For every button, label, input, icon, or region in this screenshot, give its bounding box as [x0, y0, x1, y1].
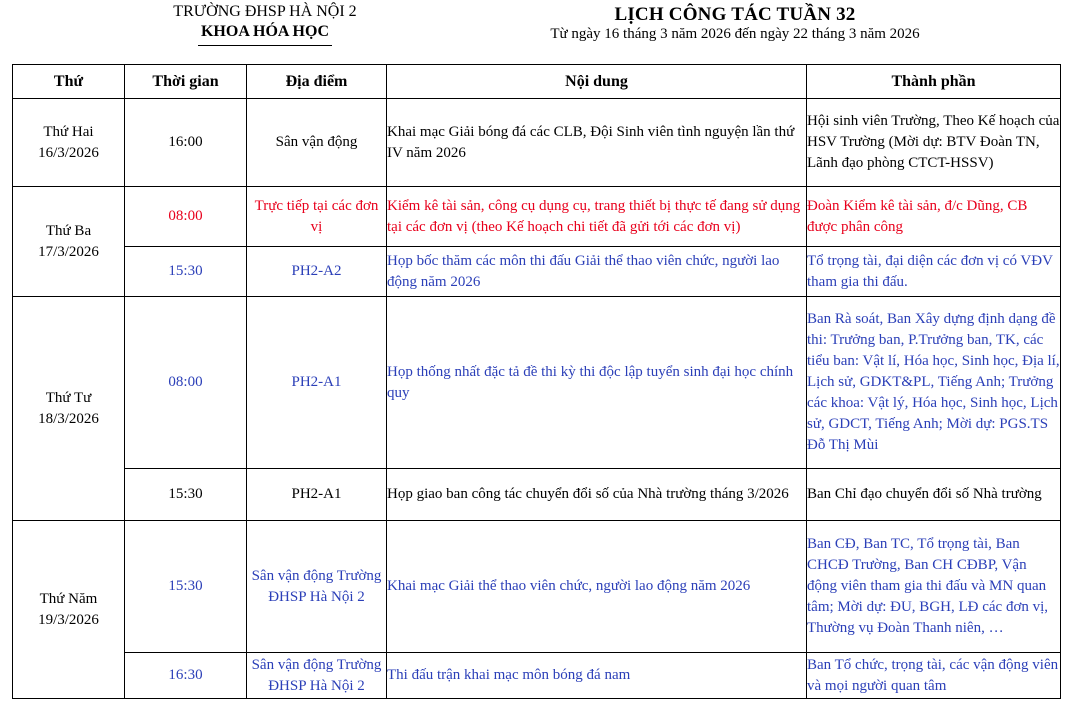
members-cell: Ban Chỉ đạo chuyển đổi số Nhà trường — [807, 469, 1061, 521]
time-cell: 15:30 — [125, 247, 247, 297]
school-name: TRƯỜNG ĐHSP HÀ NỘI 2 — [173, 3, 357, 20]
column-header-place: Địa điểm — [247, 65, 387, 99]
table-header-row — [13, 65, 1061, 99]
time-cell: 15:30 — [125, 469, 247, 521]
table-row — [13, 297, 1061, 469]
day-date: 16/3/2026 — [38, 144, 99, 161]
day-cell — [13, 521, 125, 699]
content-cell: Họp bốc thăm các môn thi đấu Giải thể thao viên chức, người lao động năm 2026 — [387, 247, 807, 297]
members-cell: Hội sinh viên Trường, Theo Kế hoạch của HSV Trường (Mời dự: BTV Đoàn TN, Lãnh đạo phòng CTCT-HSSV) — [807, 99, 1061, 187]
place-cell: Trực tiếp tại các đơn vị — [247, 187, 387, 247]
column-header-content: Nội dung — [387, 65, 807, 99]
content-cell: Họp giao ban công tác chuyển đổi số của Nhà trường tháng 3/2026 — [387, 469, 807, 521]
place-cell: Sân vận động Trường ĐHSP Hà Nội 2 — [247, 521, 387, 653]
day-date: 19/3/2026 — [38, 611, 99, 628]
day-cell — [13, 187, 125, 297]
day-cell — [13, 297, 125, 521]
table-row — [13, 187, 1061, 247]
column-header-time: Thời gian — [125, 65, 247, 99]
members-cell: Tổ trọng tài, đại diện các đơn vị có VĐV tham gia thi đấu. — [807, 247, 1061, 297]
table-row — [13, 653, 1061, 699]
day-name: Thứ Hai — [43, 123, 94, 140]
place-cell: PH2-A1 — [247, 297, 387, 469]
content-cell: Khai mạc Giải bóng đá các CLB, Đội Sinh viên tình nguyện lần thứ IV năm 2026 — [387, 99, 807, 187]
place-cell: Sân vận động — [247, 99, 387, 187]
table-row — [13, 521, 1061, 653]
column-header-members: Thành phần — [807, 65, 1061, 99]
time-cell: 08:00 — [125, 187, 247, 247]
content-cell: Thi đấu trận khai mạc môn bóng đá nam — [387, 653, 807, 699]
table-row — [13, 469, 1061, 521]
day-name: Thứ Ba — [45, 222, 92, 239]
members-cell: Đoàn Kiểm kê tài sản, đ/c Dũng, CB được phân công — [807, 187, 1061, 247]
time-cell: 08:00 — [125, 297, 247, 469]
date-range: Từ ngày 16 tháng 3 năm 2026 đến ngày 22 tháng 3 năm 2026 — [550, 26, 920, 42]
time-cell: 15:30 — [125, 521, 247, 653]
table-row — [13, 99, 1061, 187]
day-date: 18/3/2026 — [38, 410, 99, 427]
place-cell: Sân vận động Trường ĐHSP Hà Nội 2 — [247, 653, 387, 699]
schedule-table — [12, 64, 1061, 699]
day-name: Thứ Năm — [39, 590, 98, 607]
day-date: 17/3/2026 — [38, 243, 99, 260]
content-cell: Họp thống nhất đặc tả đề thi kỳ thi độc lập tuyển sinh đại học chính quy — [387, 297, 807, 469]
document-header — [0, 0, 1068, 60]
content-cell: Khai mạc Giải thể thao viên chức, người lao động năm 2026 — [387, 521, 807, 653]
table-row — [13, 247, 1061, 297]
members-cell: Ban CĐ, Ban TC, Tổ trọng tài, Ban CHCĐ Trường, Ban CH CĐBP, Vận động viên tham gia thi đấu và MN quan tâm; Mời dự: ĐU, BGH, LĐ các đơn vị, Thường vụ Đoàn Thanh niên, … — [807, 521, 1061, 653]
members-cell: Ban Rà soát, Ban Xây dựng định dạng đề thi: Trưởng ban, P.Trưởng ban, TK, các tiểu ban: Vật lí, Hóa học, Sinh học, Địa lí, Lịch sử, GDKT&PL, Tiếng Anh; Trưởng các khoa: Vật lý, Hóa học, Sinh học, Lịch sử, GDCT, Tiếng Anh; Mời dự: PGS.TS Đỗ Thị Mùi — [807, 297, 1061, 469]
time-cell: 16:00 — [125, 99, 247, 187]
content-cell: Kiểm kê tài sản, công cụ dụng cụ, trang thiết bị thực tế đang sử dụng tại các đơn vị (theo Kế hoạch chi tiết đã gửi tới các đơn vị) — [387, 187, 807, 247]
day-name: Thứ Tư — [45, 389, 92, 406]
place-cell: PH2-A2 — [247, 247, 387, 297]
place-cell: PH2-A1 — [247, 469, 387, 521]
column-header-day: Thứ — [13, 65, 125, 99]
faculty-name: KHOA HÓA HỌC — [200, 23, 329, 40]
page-title: LỊCH CÔNG TÁC TUẦN 32 — [614, 4, 856, 25]
faculty-underline — [198, 45, 332, 46]
members-cell: Ban Tổ chức, trọng tài, các vận động viên và mọi người quan tâm — [807, 653, 1061, 699]
day-cell — [13, 99, 125, 187]
time-cell: 16:30 — [125, 653, 247, 699]
